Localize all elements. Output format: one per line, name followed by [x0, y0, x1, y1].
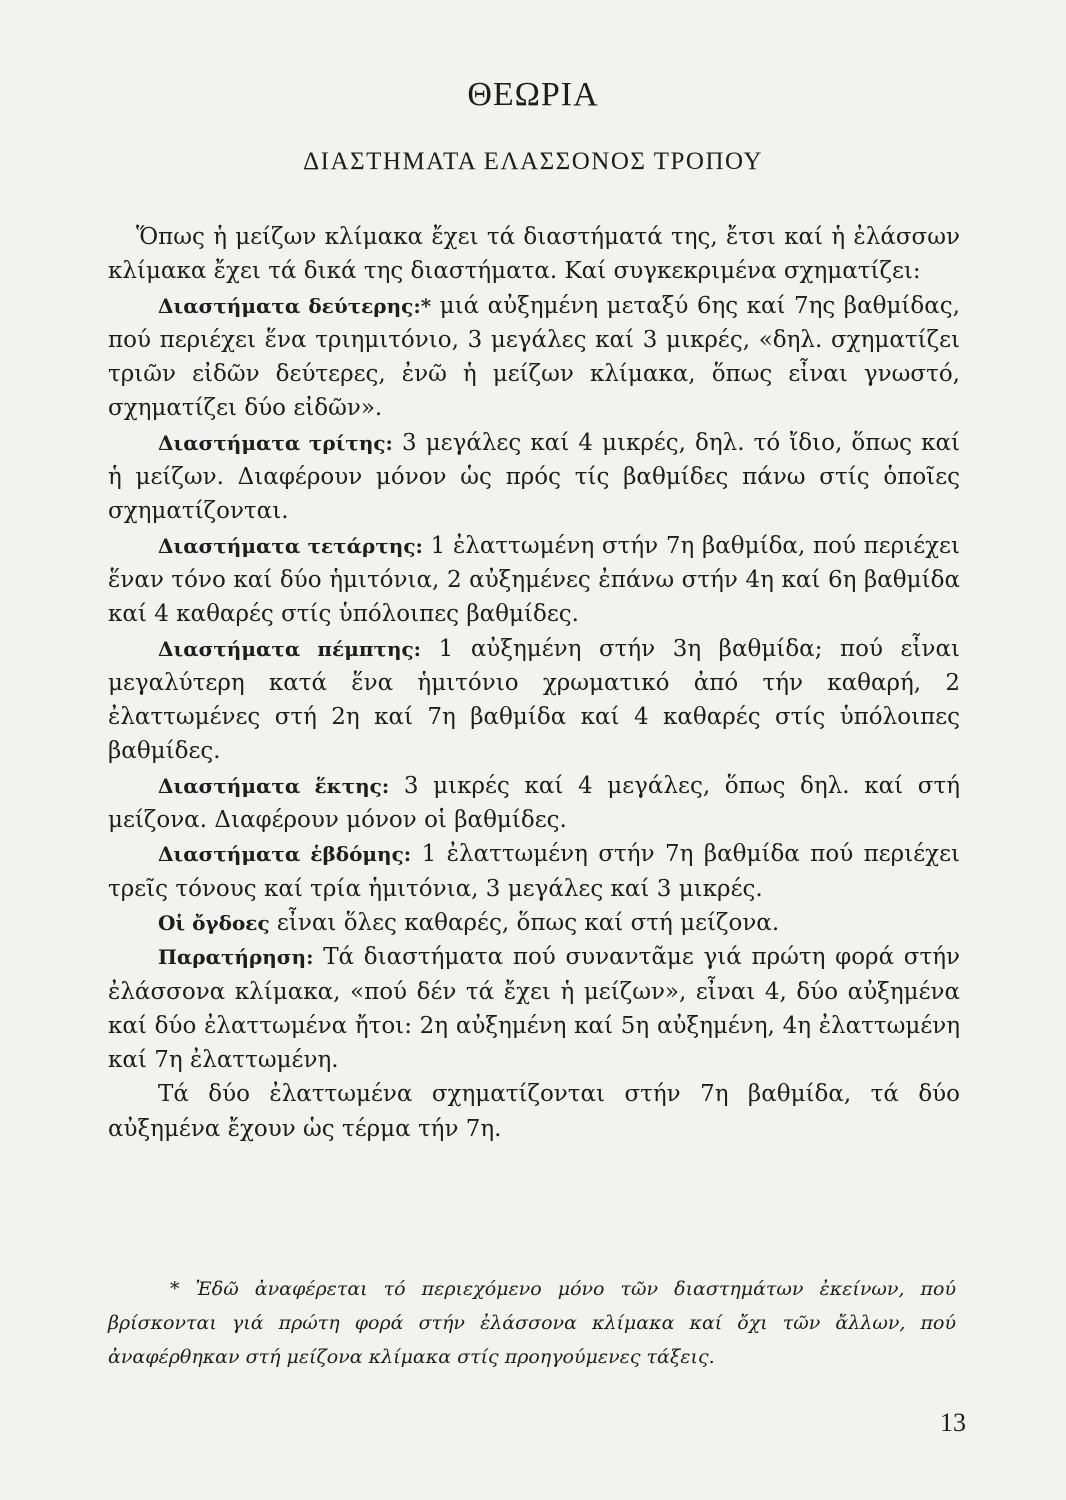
paragraph-term: Οἱ ὄγδοες	[158, 910, 270, 935]
paragraph-text: εἶναι ὅλες καθαρές, ὅπως καί στή μείζονα.	[269, 909, 780, 936]
paragraph-text: 3 μεγάλες καί 4 μικρές, δηλ. τό ἴδιο, ὅπως καί ἡ μείζων. Διαφέρουν μόνον ὡς πρός τίς βαθμίδες πάνω στίς ὁποῖες σχηματίζονται.	[108, 429, 960, 525]
paragraph-intro	[108, 220, 960, 289]
paragraph-third-intervals	[108, 426, 960, 529]
paragraph-sixth-intervals	[108, 769, 960, 838]
paragraph-term: Διαστήματα ἕκτης:	[158, 773, 390, 798]
paragraph-term: Διαστήματα δεύτερης:*	[158, 293, 432, 318]
footnote	[108, 1272, 956, 1374]
paragraph-term: Διαστήματα τετάρτης:	[158, 533, 423, 558]
paragraph-text: 3 μικρές καί 4 μεγάλες, ὅπως δηλ. καί στή μείζονα. Διαφέρουν μόνον οἱ βαθμίδες.	[108, 772, 960, 834]
paragraph-term: Διαστήματα πέμπτης:	[158, 636, 422, 661]
body-text	[108, 220, 960, 1146]
section-title: ΔΙΑΣΤΗΜΑΤΑ ΕΛΑΣΣΟΝΟΣ ΤΡΟΠΟΥ	[303, 148, 763, 175]
paragraph-term: Διαστήματα τρίτης:	[158, 430, 393, 455]
paragraph-term: Παρατήρηση:	[158, 945, 314, 970]
paragraph-text: 1 αὐξημένη στήν 3η βαθμίδα; πού εἶναι μεγαλύτερη κατά ἕνα ἡμιτόνιο χρωματικό ἀπό τήν καθαρή, 2 ἐλαττωμένες στή 2η καί 7η βαθμίδα καί 4 καθαρές στίς ὑπόλοιπες βαθμίδες.	[108, 635, 960, 765]
paragraph-fifth-intervals	[108, 632, 960, 769]
paragraph-seventh-intervals	[108, 837, 960, 906]
page-title: ΘΕΩΡΙΑ	[467, 76, 599, 113]
page-number: 13	[940, 1408, 966, 1437]
paragraph-text: Τά διαστήματα πού συναντᾶμε γιά πρώτη φορά στήν ἐλάσσονα κλίμακα, «πού δέν τά ἔχει ἡ μείζων», εἶναι 4, δύο αὐξημένα καί δύο ἐλαττωμένα ἤτοι: 2η αὐξημένη καί 5η αὐξημένη, 4η ἐλαττωμένη καί 7η ἐλαττωμένη.	[108, 944, 960, 1074]
paragraph-octaves	[108, 906, 960, 940]
paragraph-text: μιά αὐξημένη μεταξύ 6ης καί 7ης βαθμίδας, πού περιέχει ἕνα τριημιτόνιο, 3 μεγάλες καί 3 μικρές, «δηλ. σχηματίζει τριῶν εἰδῶν δεύτερες, ἐνῶ ἡ μείζων κλίμακα, ὅπως εἶναι γνωστό, σχηματίζει δύο εἰδῶν».	[108, 292, 960, 422]
paragraph-text: Ὅπως ἡ μείζων κλίμακα ἔχει τά διαστήματά της, ἔτσι καί ἡ ἐλάσσων κλίμακα ἔχει τά δικά της διαστήματα. Καί συγκεκριμένα σχηματίζει:	[108, 224, 960, 285]
paragraph-text: 1 ἐλαττωμένη στήν 7η βαθμίδα πού περιέχει τρεῖς τόνους καί τρία ἡμιτόνια, 3 μεγάλες καί 3 μικρές.	[108, 841, 961, 902]
paragraph-second-intervals	[108, 289, 960, 426]
paragraph-text: 1 ἐλαττωμένη στήν 7η βαθμίδα, πού περιέχει ἕναν τόνο καί δύο ἡμιτόνια, 2 αὐξημένες ἐπάνω στήν 4η καί 6η βαθμίδα καί 4 καθαρές στίς ὑπόλοιπες βαθμίδες.	[108, 532, 960, 628]
paragraph-text: Τά δύο ἐλαττωμένα σχηματίζονται στήν 7η βαθμίδα, τά δύο αὐξημένα ἔχουν ὡς τέρμα τήν 7η.	[108, 1081, 960, 1142]
paragraph-conclusion	[108, 1077, 960, 1146]
footnote-text: * Ἐδῶ ἀναφέρεται τό περιεχόμενο μόνο τῶν διαστημάτων ἐκείνων, πού βρίσκονται γιά πρώτη φορά στήν ἐλάσσονα κλίμακα καί ὄχι τῶν ἄλλων, πού ἀναφέρθηκαν στή μείζονα κλίμακα στίς προηγούμενες τάξεις.	[108, 1278, 956, 1368]
paragraph-observation	[108, 940, 960, 1077]
paragraph-term: Διαστήματα ἑβδόμης:	[158, 842, 412, 867]
paragraph-fourth-intervals	[108, 529, 960, 632]
